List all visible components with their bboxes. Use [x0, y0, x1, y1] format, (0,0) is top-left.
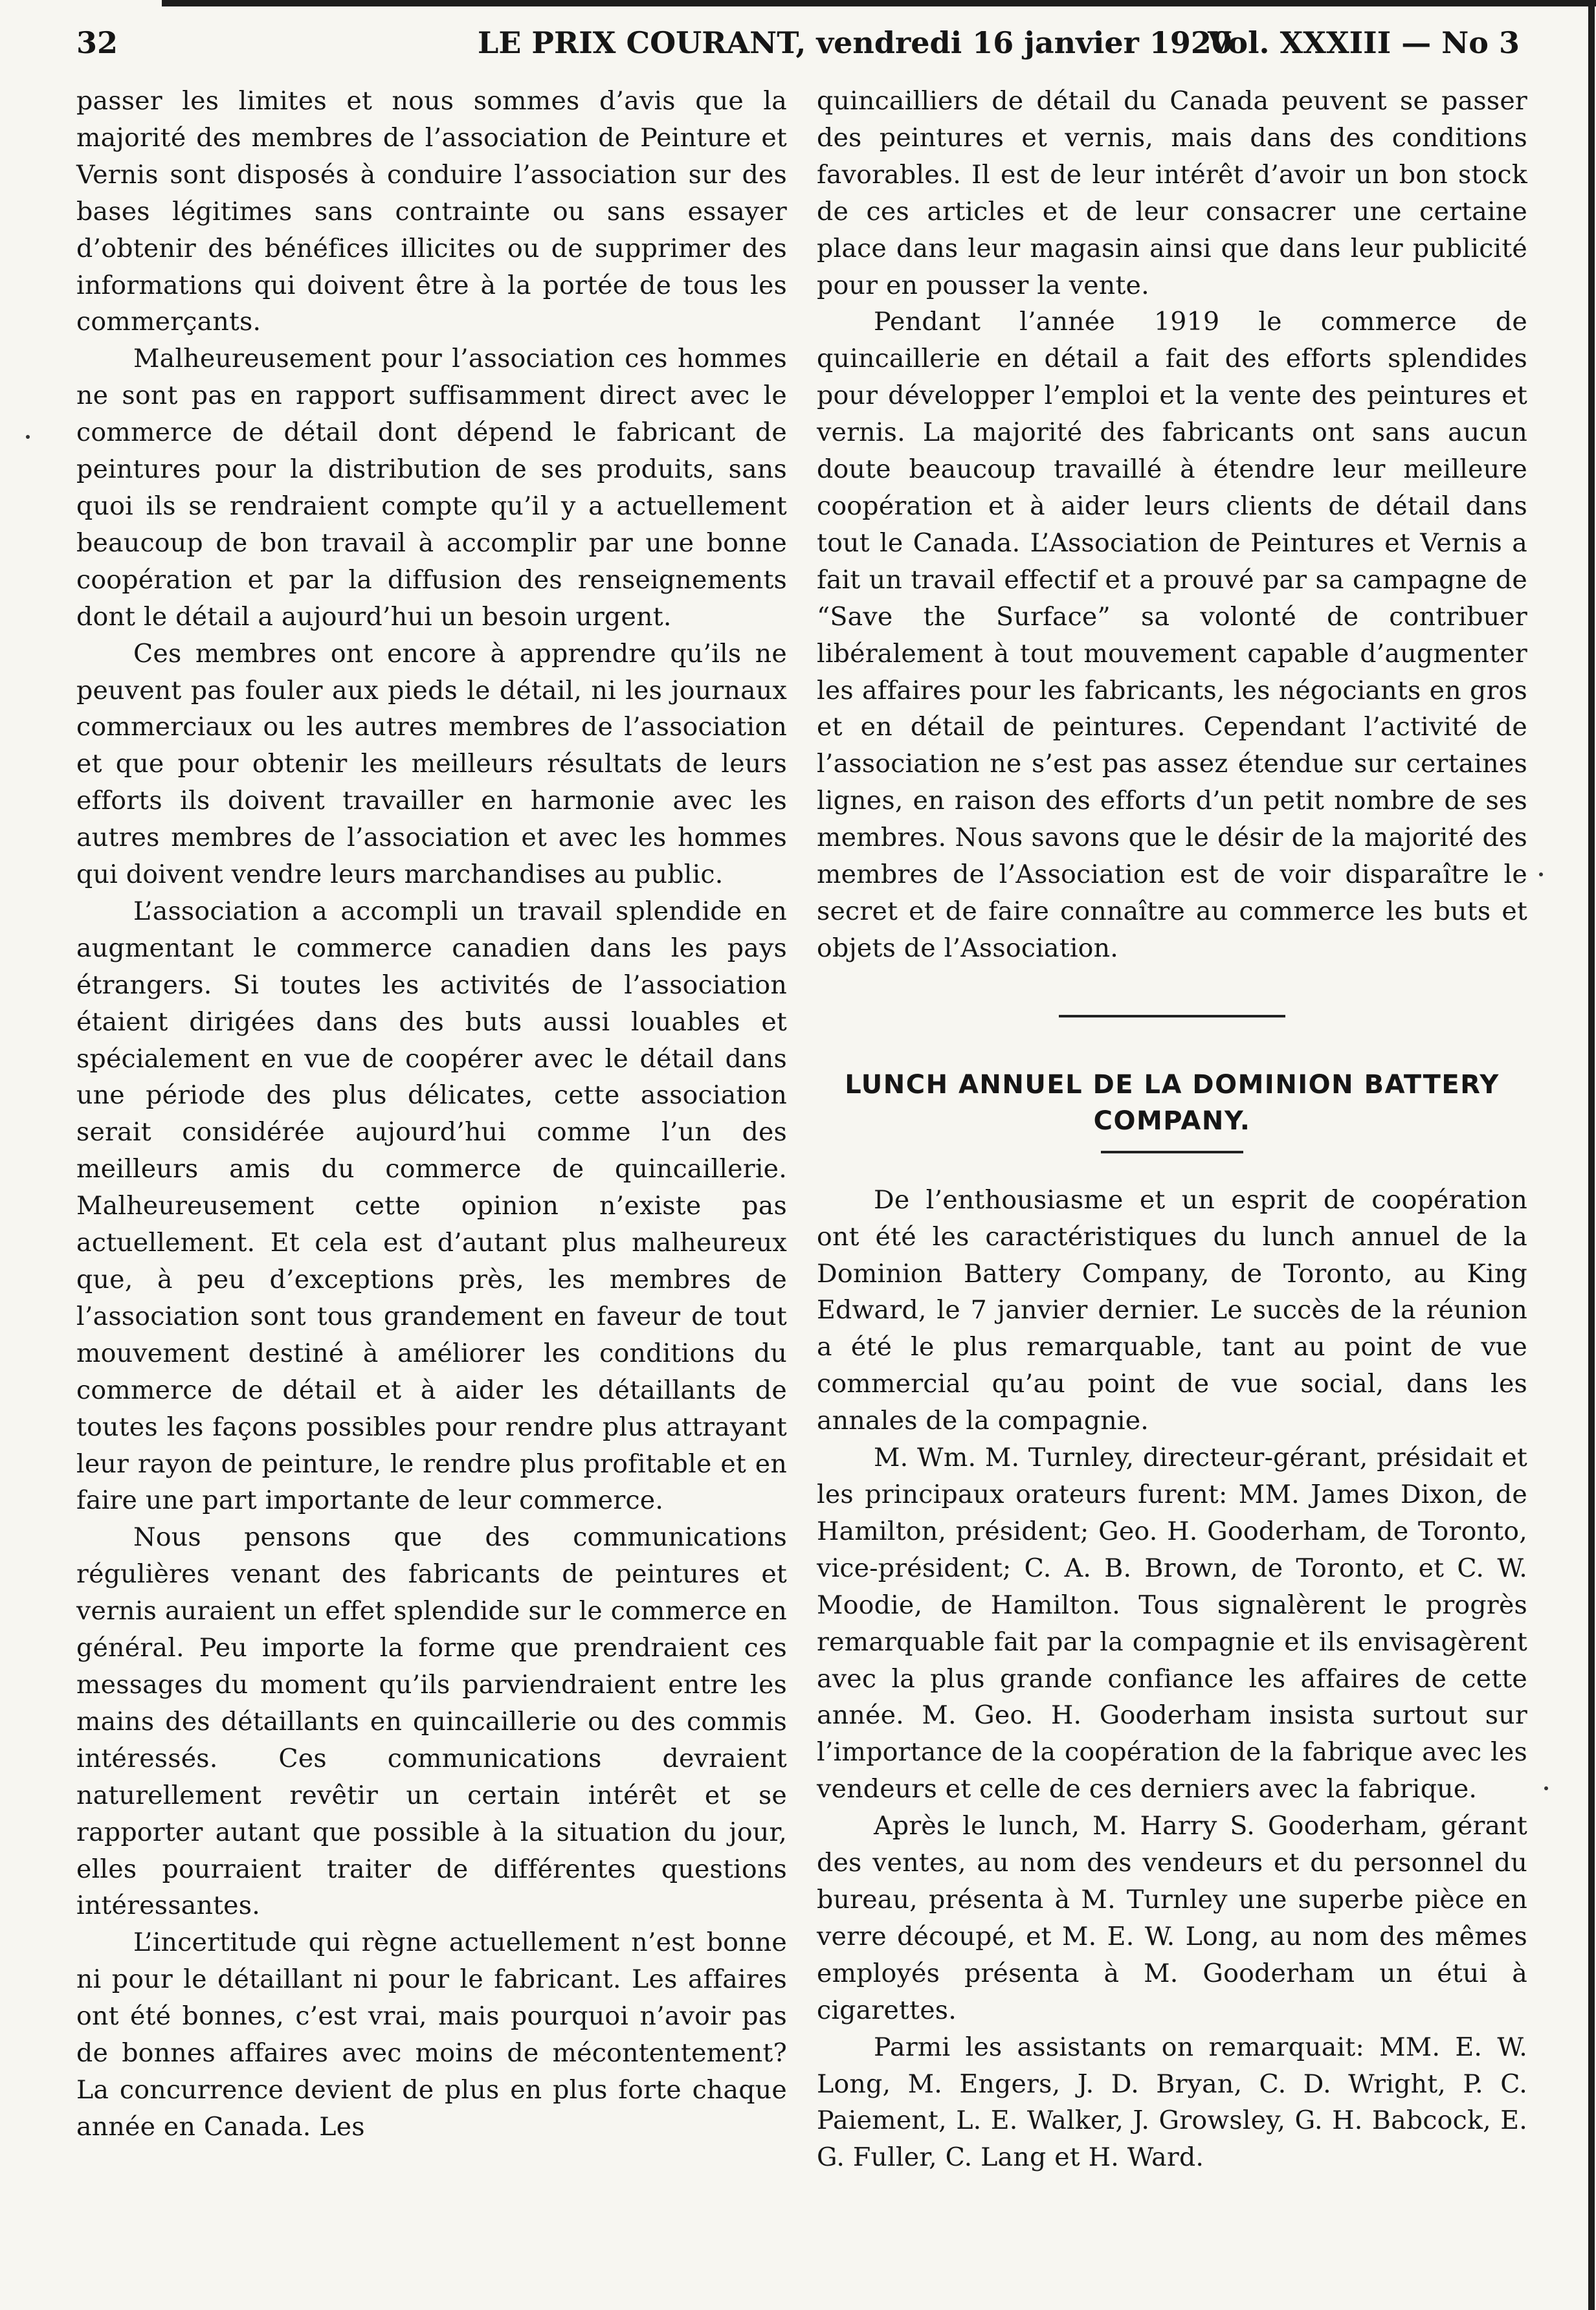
paragraph: Ces membres ont encore à apprendre qu’ils ne peuvent pas fouler aux pieds le détail, ni les journaux commerciaux ou les autres membres de l’association et que pour obtenir les meilleurs résultats de leurs efforts ils doivent travailler en harmonie avec les autres membres de l’association et avec les hommes qui doivent vendre leurs marchandises au public.: [76, 638, 787, 890]
paragraph: Nous pensons que des communications régulières venant des fabricants de peintures et vernis auraient un effet splendide sur le commerce en général. Peu importe la forme que prendraient ces messages du moment qu’ils parviendraient entre les mains des détaillants en quincaillerie ou des commis intéressés. Ces communications devraient naturellement revêtir un certain intérêt et se rapporter autant que possible à la situation du jour, elles pourraient traiter de différentes questions intéressantes.: [76, 1522, 787, 1921]
paragraph: passer les limites et nous sommes d’avis que la majorité des membres de l’association de Peinture et Vernis sont disposés à conduire l’association sur des bases légitimes sans contrainte ou sans essayer d’obtenir des bénéfices illicites ou de supprimer des informations qui doivent être à la portée de tous les commerçants.: [76, 86, 787, 337]
margin-speck: [1539, 872, 1543, 876]
article-heading: LUNCH ANNUEL DE LA DOMINION BATTERY COMPANY.: [845, 1069, 1500, 1136]
page-number: 32: [76, 25, 118, 60]
paragraph: L’incertitude qui règne actuellement n’est bonne ni pour le détaillant ni pour le fabricant. Les affaires ont été bonnes, c’est vrai, mais pourquoi n’avoir pas de bonnes affaires avec moins de mécontentement? La concurrence devient de plus en plus forte chaque année en Canada. Les: [76, 1927, 787, 2142]
top-border-rule: [162, 0, 1596, 6]
right-border-rule: [1588, 0, 1595, 2310]
paragraph: M. Wm. M. Turnley, directeur-gérant, présidait et les principaux orateurs furent: MM. James Dixon, de Hamilton, président; Geo. H. Gooderham, de Toronto, vice-président; C. A. B. Brown, de Toronto, et C. W. Moodie, de Hamilton. Tous signalèrent le progrès remarquable fait par la compagnie et ils envisagèrent avec la plus grande confiance les affaires de cette année. M. Geo. H. Gooderham insista surtout sur l’importance de la coopération de la fabrique avec les vendeurs et celle de ces derniers avec la fabrique.: [817, 1443, 1527, 1805]
paragraph: Malheureusement pour l’association ces hommes ne sont pas en rapport suffisamment direct avec le commerce de détail dont dépend le fabricant de peintures pour la distribution de ses produits, sans quoi ils se rendraient compte qu’il y a actuellement beaucoup de bon travail à accomplir par une bonne coopération et par la diffusion des renseignements dont le détail a aujourd’hui un besoin urgent.: [76, 344, 787, 632]
paragraph: De l’enthousiasme et un esprit de coopération ont été les caractéristiques du lunch annuel de la Dominion Battery Company, de Toronto, au King Edward, le 7 janvier dernier. Le succès de la réunion a été le plus remarquable, tant au point de vue commercial qu’au point de vue social, dans les annales de la compagnie.: [817, 1184, 1527, 1436]
paragraph: Pendant l’année 1919 le commerce de quincaillerie en détail a fait des efforts splendides pour développer l’emploi et la vente des peintures et vernis. La majorité des fabricants ont sans aucun doute beaucoup travaillé à étendre leur meilleure coopération et à aider leurs clients de détail dans tout le Canada. L’Association de Peintures et Vernis a fait un travail effectif et a prouvé par sa campagne de “Save the Surface” sa volonté de contribuer libéralement à tout mouvement capable d’augmenter les affaires pour les fabricants, les négociants en gros et en détail de peintures. Cependant l’activité de l’association ne s’est pas assez étendue sur certaines lignes, en raison des efforts d’un petit nombre de ses membres. Nous savons que le désir de la majorité des membres de l’Association est de voir disparaître le secret et de faire connaître au commerce les buts et objets de l’Association.: [817, 307, 1527, 963]
heading-underline: [1101, 1151, 1243, 1153]
margin-speck: [26, 435, 30, 439]
page-header: [76, 16, 1520, 70]
right-column: [817, 83, 1527, 2271]
paragraph: Après le lunch, M. Harry S. Gooderham, gérant des ventes, au nom des vendeurs et du personnel du bureau, présenta à M. Turnley une superbe pièce en verre découpé, et M. E. W. Long, au nom des mêmes employés présenta à M. Gooderham un étui à cigarettes.: [817, 1811, 1527, 2025]
publication-title: LE PRIX COURANT, vendredi 16 janvier 1920: [478, 25, 1232, 60]
paragraph: quincailliers de détail du Canada peuvent se passer des peintures et vernis, mais dans des conditions favorables. Il est de leur intérêt d’avoir un bon stock de ces articles et de leur consacrer une certaine place dans leur magasin ainsi que dans leur publicité pour en pousser la vente.: [817, 86, 1527, 300]
volume-number: Vol. XXXIII — No 3: [1207, 25, 1520, 60]
paragraph: Parmi les assistants on remarquait: MM. E. W. Long, M. Engers, J. D. Bryan, C. D. Wright, P. C. Paiement, L. E. Walker, J. Growsley, G. H. Babcock, E. G. Fuller, C. Lang et H. Ward.: [817, 2032, 1527, 2173]
margin-speck: [1544, 1786, 1548, 1790]
paragraph: L’association a accompli un travail splendide en augmentant le commerce canadien dans les pays étrangers. Si toutes les activités de l’association étaient dirigées dans des buts aussi louables et spécialement en vue de coopérer avec le détail dans une période des plus délicates, cette association serait considérée aujourd’hui comme l’un des meilleurs amis du commerce de quincaillerie. Malheureusement cette opinion n’existe pas actuellement. Et cela est d’autant plus malheureux que, à peu d’exceptions près, les membres de l’association sont tous grandement en faveur de tout mouvement destiné à améliorer les conditions du commerce de détail et à aider les détaillants de toutes les façons possibles pour rendre plus attrayant leur rayon de peinture, le rendre plus profitable et en faire une part importante de leur commerce.: [76, 896, 787, 1516]
left-column: [76, 83, 787, 2271]
section-divider: [1059, 1015, 1285, 1017]
